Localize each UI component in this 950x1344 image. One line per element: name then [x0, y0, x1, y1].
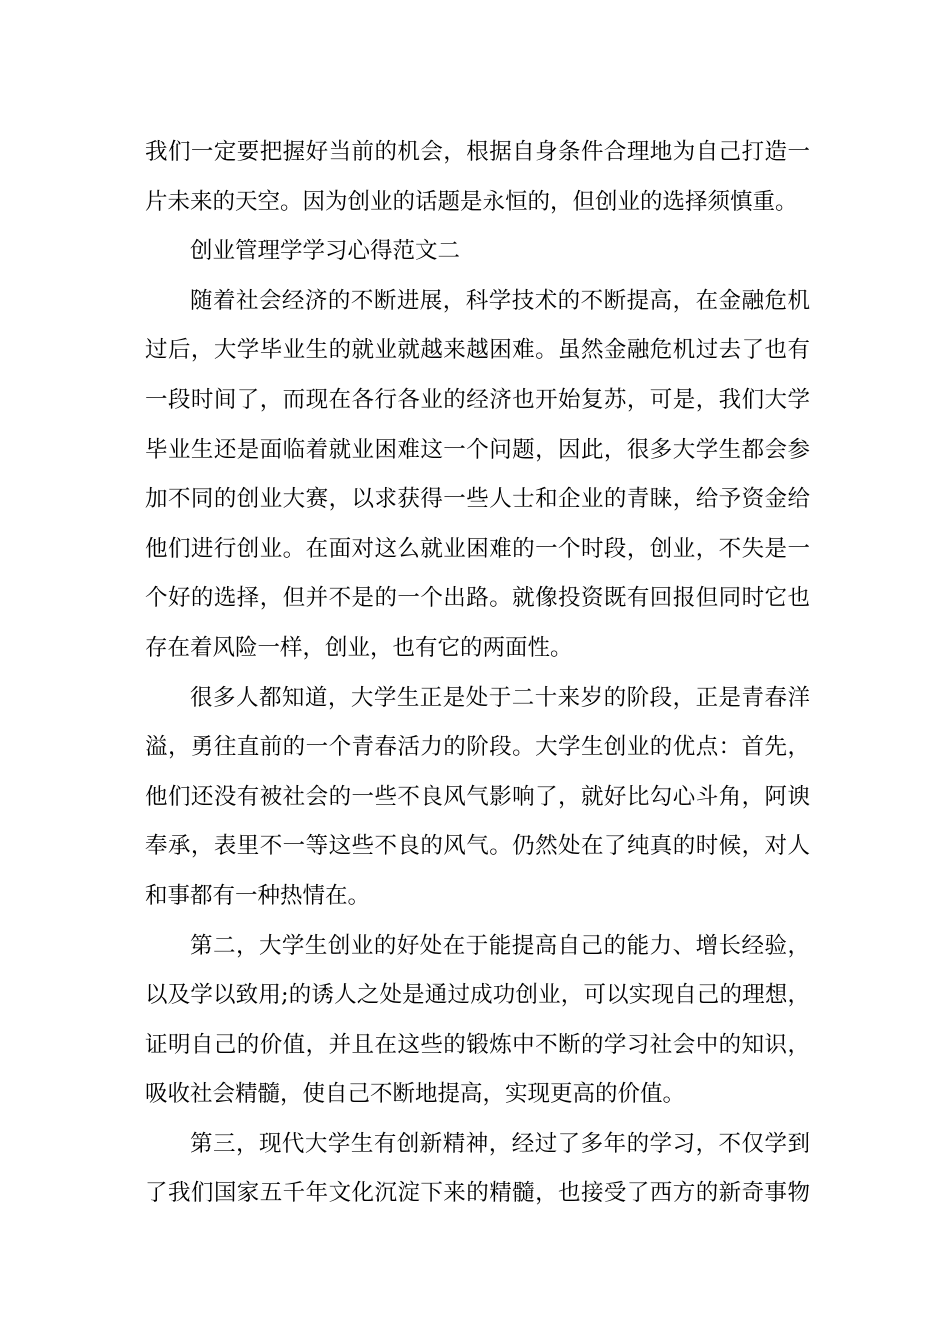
text-line: 第二，大学生创业的好处在于能提高自己的能力、增长经验，	[190, 932, 810, 959]
text-line: 和事都有一种热情在。	[145, 882, 371, 909]
text-line: 很多人都知道，大学生正是处于二十来岁的阶段，正是青春洋	[190, 684, 810, 711]
text-line: 片未来的天空。因为创业的话题是永恒的，但创业的选择须慎重。	[145, 188, 798, 215]
text-line: 随着社会经济的不断进展，科学技术的不断提高，在金融危机	[190, 287, 810, 314]
text-line: 以及学以致用;的诱人之处是通过成功创业，可以实现自己的理想，	[145, 982, 810, 1009]
text-line: 他们进行创业。在面对这么就业困难的一个时段，创业，不失是一	[145, 535, 810, 562]
document-body	[145, 128, 810, 1219]
text-line: 存在着风险一样，创业，也有它的两面性。	[145, 634, 573, 661]
text-line: 吸收社会精髓，使自己不断地提高，实现更高的价值。	[145, 1081, 686, 1108]
section-heading: 创业管理学学习心得范文二	[190, 238, 461, 265]
text-line: 奉承，表里不一等这些不良的风气。仍然处在了纯真的时候，对人	[145, 833, 810, 860]
text-line: 了我们国家五千年文化沉淀下来的精髓，也接受了西方的新奇事物	[145, 1180, 810, 1207]
text-line: 他们还没有被社会的一些不良风气影响了，就好比勾心斗角，阿谀	[145, 783, 810, 810]
text-line: 我们一定要把握好当前的机会，根据自身条件合理地为自己打造一	[145, 139, 810, 165]
text-line: 一段时间了，而现在各行各业的经济也开始复苏，可是，我们大学	[145, 386, 810, 413]
text-line: 第三，现代大学生有创新精神，经过了多年的学习，不仅学到	[190, 1130, 810, 1157]
text-line: 证明自己的价值，并且在这些的锻炼中不断的学习社会中的知识，	[145, 1031, 810, 1058]
text-line: 个好的选择，但并不是的一个出路。就像投资既有回报但同时它也	[145, 585, 810, 612]
text-line: 毕业生还是面临着就业困难这一个问题，因此，很多大学生都会参	[145, 436, 810, 463]
text-line: 加不同的创业大赛，以求获得一些人士和企业的青睐，给予资金给	[145, 486, 810, 513]
text-line: 溢，勇往直前的一个青春活力的阶段。大学生创业的优点：首先，	[145, 734, 810, 761]
text-line: 过后，大学毕业生的就业就越来越困难。虽然金融危机过去了也有	[145, 337, 810, 364]
